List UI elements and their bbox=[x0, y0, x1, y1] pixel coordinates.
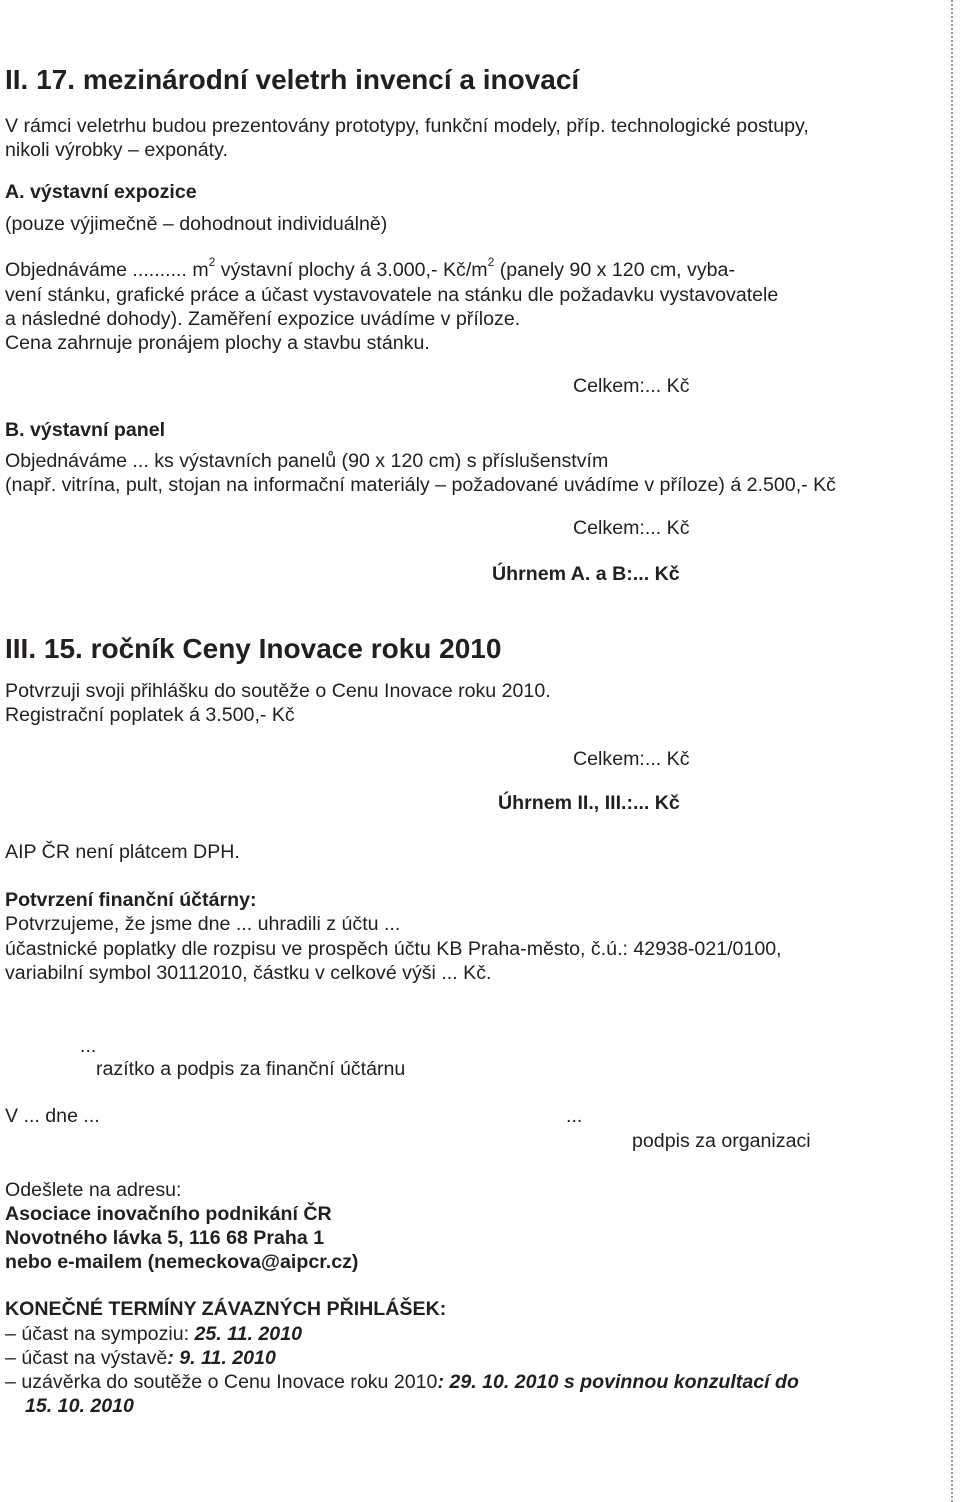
section-b-total: Celkem:... Kč bbox=[573, 517, 690, 539]
deadline-item bbox=[5, 1346, 276, 1370]
section-iii-title: III. 15. ročník Ceny Inovace roku 2010 bbox=[5, 633, 502, 664]
stamp-signature-line bbox=[80, 1034, 96, 1058]
place-date-line: V ... dne ... bbox=[5, 1105, 100, 1127]
address-email: nebo e-mailem (nemeckova@aipcr.cz) bbox=[5, 1251, 359, 1273]
section-b-title: B. výstavní panel bbox=[5, 419, 166, 441]
section-a-line-3: a následné dohody). Zaměření expozice uvádíme v příloze. bbox=[5, 308, 521, 330]
org-signature-label: podpis za organizaci bbox=[632, 1130, 811, 1152]
address-intro: Odešlete na adresu: bbox=[5, 1179, 182, 1201]
section-a-title-text: A. výstavní expozice bbox=[5, 181, 197, 203]
sum-ii-iii: Úhrnem II., III.:... Kč bbox=[498, 792, 680, 814]
stamp-label: razítko a podpis za finanční účtárnu bbox=[96, 1058, 406, 1080]
intro-line-2: nikoli výrobky – exponáty. bbox=[5, 139, 228, 161]
deadline-item bbox=[5, 1322, 302, 1346]
org-signature-line: ... bbox=[566, 1105, 583, 1127]
finance-line-3: variabilní symbol 30112010, částku v celkové výši ... Kč. bbox=[5, 962, 492, 984]
address-org: Asociace inovačního podnikání ČR bbox=[5, 1203, 332, 1225]
deadline-date: : 9. 11. 2010 bbox=[167, 1347, 276, 1369]
perforation-line bbox=[951, 0, 953, 1502]
section-a-line-4: Cena zahrnuje pronájem plochy a stavbu stánku. bbox=[5, 332, 430, 354]
intro-line-1: V rámci veletrhu budou prezentovány prototypy, funkční modely, příp. technologické postupy, bbox=[5, 115, 809, 137]
deadline-continuation: 15. 10. 2010 bbox=[25, 1395, 134, 1417]
section-a-order-line bbox=[5, 255, 735, 282]
order-text-c: (panely 90 x 120 cm, vyba- bbox=[494, 259, 735, 281]
section-a-line-2: vení stánku, grafické práce a účast vystavovatele na stánku dle požadavku vystavovatele bbox=[5, 284, 779, 306]
deadline-item bbox=[5, 1370, 799, 1394]
section-a-title bbox=[5, 180, 197, 204]
section-iii-line-2: Registrační poplatek á 3.500,- Kč bbox=[5, 704, 295, 726]
vat-note: AIP ČR není plátcem DPH. bbox=[5, 841, 240, 863]
section-a-note: (pouze výjimečně – dohodnout individuálně) bbox=[5, 213, 388, 235]
sum-a-b: Úhrnem A. a B:... Kč bbox=[492, 563, 680, 585]
superscript-2: 2 bbox=[208, 255, 216, 270]
finance-line-1: Potvrzujeme, že jsme dne ... uhradili z účtu ... bbox=[5, 913, 401, 935]
section-iii-line-1: Potvrzuji svoji přihlášku do soutěže o Cenu Inovace roku 2010. bbox=[5, 680, 551, 702]
section-iii-total: Celkem:... Kč bbox=[573, 748, 690, 770]
superscript-2b: 2 bbox=[487, 255, 495, 270]
deadline-label: – účast na sympoziu: bbox=[5, 1323, 195, 1345]
deadline-label: – uzávěrka do soutěže o Cenu Inovace roku 2010 bbox=[5, 1371, 438, 1393]
address-street: Novotného lávka 5, 116 68 Praha 1 bbox=[5, 1227, 325, 1249]
finance-line-2: účastnické poplatky dle rozpisu ve prospěch účtu KB Praha-město, č.ú.: 42938-021/0100, bbox=[5, 938, 782, 960]
deadline-label: – účast na výstavě bbox=[5, 1347, 168, 1369]
section-a-total: Celkem:... Kč bbox=[573, 375, 690, 397]
deadline-date: : 29. 10. 2010 s povinnou konzultací do bbox=[437, 1371, 799, 1393]
deadline-date: 25. 11. 2010 bbox=[194, 1323, 302, 1345]
order-text-a: Objednáváme .......... m bbox=[5, 259, 209, 281]
deadlines-title: KONEČNÉ TERMÍNY ZÁVAZNÝCH PŘIHLÁŠEK: bbox=[5, 1298, 447, 1320]
section-b-line-2: (např. vitrína, pult, stojan na informační materiály – požadované uvádíme v příloze) á 2.500,- Kč bbox=[5, 474, 836, 496]
finance-title: Potvrzení finanční účtárny: bbox=[5, 889, 257, 911]
order-text-b: výstavní plochy á 3.000,- Kč/m bbox=[215, 259, 488, 281]
stamp-dots: ... bbox=[80, 1035, 97, 1057]
section-ii-title: II. 17. mezinárodní veletrh invencí a inovací bbox=[5, 64, 580, 95]
section-b-line-1: Objednáváme ... ks výstavních panelů (90 x 120 cm) s příslušenstvím bbox=[5, 450, 609, 472]
